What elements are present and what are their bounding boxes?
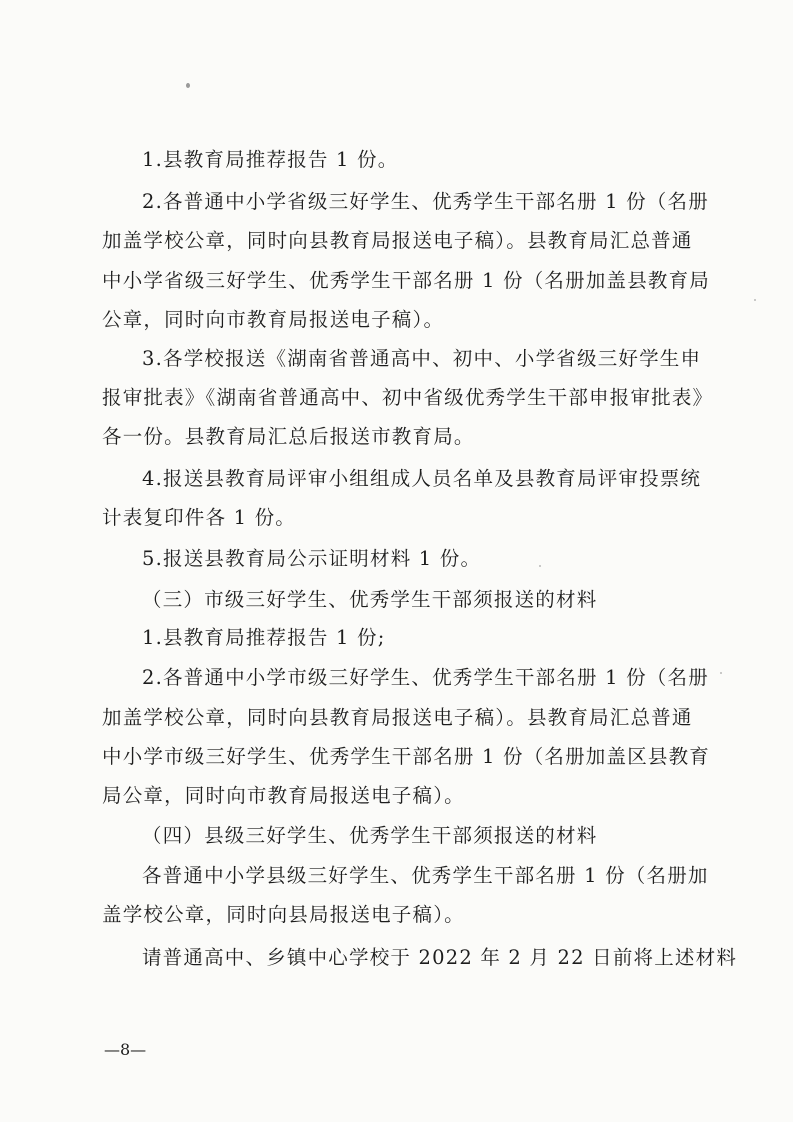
- text-line-19: 各普通中小学县级三好学生、优秀学生干部名册 1 份（名册加: [142, 864, 709, 887]
- text-line-10: 计表复印件各 1 份。: [102, 506, 297, 529]
- text-line-8: 各一份。县教育局汇总后报送市教育局。: [102, 425, 475, 448]
- text-line-18: （四）县级三好学生、优秀学生干部须报送的材料: [142, 824, 598, 847]
- text-line-14: 2.各普通中小学市级三好学生、优秀学生干部名册 1 份（名册: [142, 666, 709, 689]
- text-line-7: 报审批表》《湖南省普通高中、初中省级优秀学生干部申报审批表》: [102, 386, 714, 409]
- scan-mark: [754, 299, 756, 301]
- text-line-9: 4.报送县教育局评审小组组成人员名单及县教育局评审投票统: [142, 467, 702, 490]
- scan-mark: [539, 565, 541, 567]
- text-line-21: 请普通高中、乡镇中心学校于 2022 年 2 月 22 日前将上述材料: [142, 946, 738, 969]
- text-line-6: 3.各学校报送《湖南省普通高中、初中、小学省级三好学生申: [142, 347, 702, 370]
- text-line-17: 局公章，同时向市教育局报送电子稿）。: [102, 784, 465, 807]
- text-line-16: 中小学市级三好学生、优秀学生干部名册 1 份（名册加盖区县教育: [102, 745, 711, 768]
- scan-mark: [720, 672, 722, 674]
- text-line-20: 盖学校公章，同时向县局报送电子稿）。: [102, 903, 465, 926]
- page-number: —8—: [104, 1040, 147, 1059]
- text-line-1: 1.县教育局推荐报告 1 份。: [142, 148, 399, 171]
- text-line-5: 公章，同时向市教育局报送电子稿）。: [102, 308, 445, 331]
- text-line-4: 中小学省级三好学生、优秀学生干部名册 1 份（名册加盖县教育局: [102, 269, 711, 292]
- text-line-11: 5.报送县教育局公示证明材料 1 份。: [142, 547, 482, 570]
- text-line-3: 加盖学校公章，同时向县教育局报送电子稿）。县教育局汇总普通: [102, 229, 693, 252]
- text-line-15: 加盖学校公章，同时向县教育局报送电子稿）。县教育局汇总普通: [102, 706, 693, 729]
- scan-speck: [186, 83, 190, 88]
- text-line-2: 2.各普通中小学省级三好学生、优秀学生干部名册 1 份（名册: [142, 190, 709, 213]
- text-line-13: 1.县教育局推荐报告 1 份;: [142, 626, 386, 649]
- text-line-12: （三）市级三好学生、优秀学生干部须报送的材料: [142, 588, 598, 611]
